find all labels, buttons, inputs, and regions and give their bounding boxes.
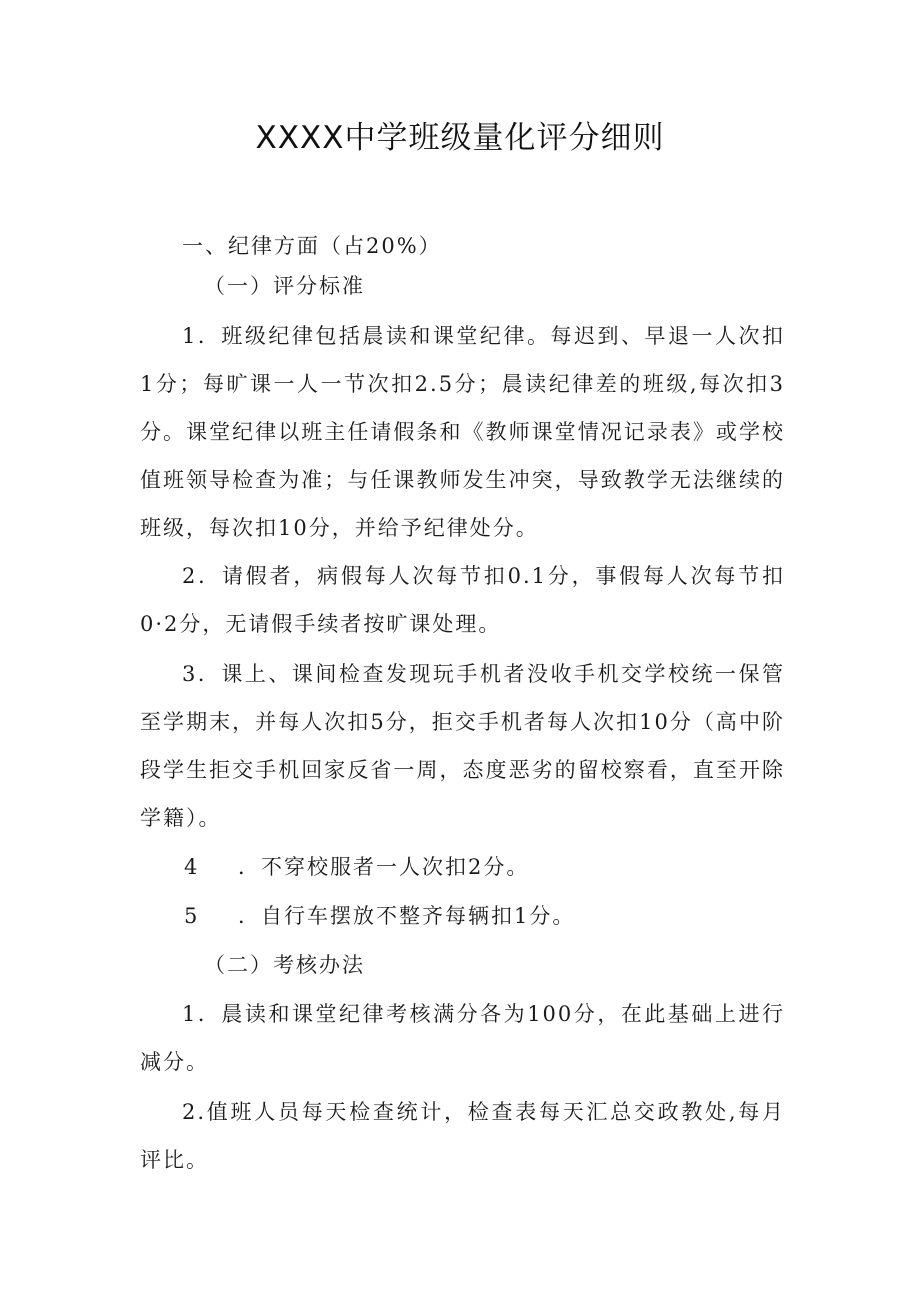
assessment-item-1: 1．晨读和课堂纪律考核满分各为100分，在此基础上进行减分。 <box>140 1002 785 1074</box>
subsection-heading-criteria: （一）评分标准 <box>204 274 365 298</box>
assessment-item-2: 2.值班人员每天检查统计，检查表每天汇总交政教处,每月评比。 <box>140 1100 785 1172</box>
subsection-heading-assessment: （二）考核办法 <box>204 953 365 977</box>
item-text: ．不穿校服者一人次扣2分。 <box>238 855 530 879</box>
criteria-item-4 <box>184 843 529 891</box>
criteria-item-5 <box>184 892 575 940</box>
criteria-item-1: 1．班级纪律包括晨读和课堂纪律。每迟到、早退一人次扣1分；每旷课一人一节次扣2.5分；晨读纪律差的班级,每次扣3分。课堂纪律以班主任请假条和《教师课堂情况记录表》或学校值班领导检查为准；与任课教师发生冲突，导致教学无法继续的班级，每次扣10分，并给予纪律处分。 <box>140 324 785 540</box>
criteria-item-3: 3．课上、课间检查发现玩手机者没收手机交学校统一保管至学期末，并每人次扣5分，拒交手机者每人次扣10分（高中阶段学生拒交手机回家反省一周，态度恶劣的留校察看，直至开除学籍）。 <box>140 662 785 830</box>
criteria-item-2: 2．请假者，病假每人次每节扣0.1分，事假每人次每节扣0·2分，无请假手续者按旷课处理。 <box>140 564 785 636</box>
item-number: 4 <box>184 855 200 879</box>
document-title: XXXX中学班级量化评分细则 <box>255 120 665 156</box>
item-number: 5 <box>184 904 200 928</box>
item-text: ．自行车摆放不整齐每辆扣1分。 <box>238 904 576 928</box>
section-heading-discipline: 一、纪律方面（占20%） <box>182 234 442 258</box>
